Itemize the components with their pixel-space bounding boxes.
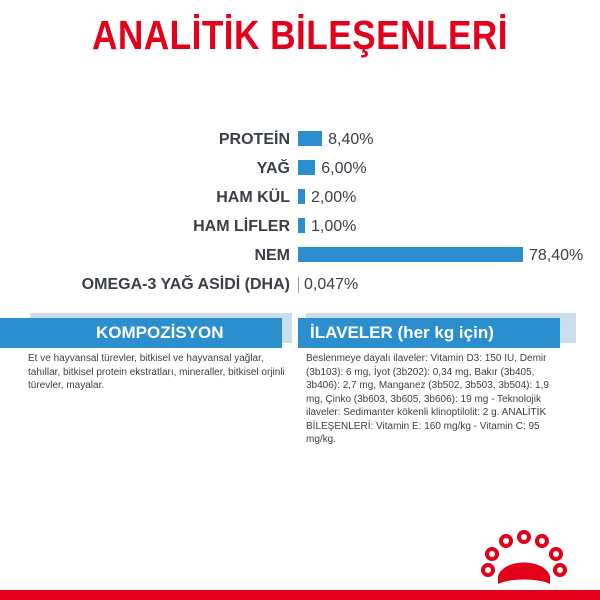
composition-text: Et ve hayvansal türevler, bitkisel ve hayvansal yağlar, tahıllar, bitkisel protein ekstratları, mineraller, bitkisel orjinli türevler, mayalar. <box>28 353 285 391</box>
nutrient-row <box>0 184 600 212</box>
composition-header <box>0 313 292 345</box>
additives-heading: İLAVELER (her kg için) <box>310 323 494 342</box>
nutrient-value: 78,40% <box>529 247 584 264</box>
nutrient-bar <box>298 277 299 293</box>
nutrient-row <box>0 155 600 183</box>
nutrient-value: 2,00% <box>311 189 357 206</box>
nutrient-bar <box>298 189 305 204</box>
nutrient-row <box>0 271 600 299</box>
nutrient-bar <box>298 218 305 233</box>
nutrient-value: 8,40% <box>328 131 374 148</box>
nutrient-label: OMEGA-3 YAĞ ASİDİ (DHA) <box>81 276 290 293</box>
additives-header <box>298 313 578 345</box>
nutrient-row <box>0 213 600 241</box>
nutrient-value: 1,00% <box>311 218 357 235</box>
nutrient-label: HAM LİFLER <box>193 218 290 235</box>
bottom-brand-strip <box>0 590 600 600</box>
nutrient-row <box>0 242 600 270</box>
nutrient-label: PROTEİN <box>218 131 290 148</box>
additives-text: Beslenmeye dayalı ilaveler: Vitamin D3: 150 IU, Demir (3b103): 6 mg, İyot (3b202): 0,34 mg, Bakır (3b405, 3b406): 2,7 mg, Manganez (3b502, 3b503, 3b504): 1,9 mg, Çinko (3b603, 3b605, 3b606): 19 mg - Teknolojik ilaveler: Sedimanter kökenli klinoptilolit: 2 g. ANALİTİK BİLEŞENLERİ: Vitamin E: 160 mg/kg - Vitamin C: 95 mg/kg. <box>306 353 549 445</box>
composition-heading: KOMPOZİSYON <box>96 323 224 342</box>
nutrient-bar <box>298 160 315 175</box>
nutrient-bar <box>298 131 322 146</box>
nutrient-row <box>0 126 600 154</box>
page-title: ANALİTİK BİLEŞENLERİ <box>91 12 509 58</box>
nutrient-label: NEM <box>254 247 290 264</box>
nutrient-label: HAM KÜL <box>216 189 290 206</box>
royal-canin-crown-logo <box>478 528 570 595</box>
nutrient-bar <box>298 247 523 262</box>
nutrient-value: 0,047% <box>304 276 359 293</box>
nutrient-label: YAĞ <box>256 160 290 177</box>
nutrient-value: 6,00% <box>321 160 367 177</box>
